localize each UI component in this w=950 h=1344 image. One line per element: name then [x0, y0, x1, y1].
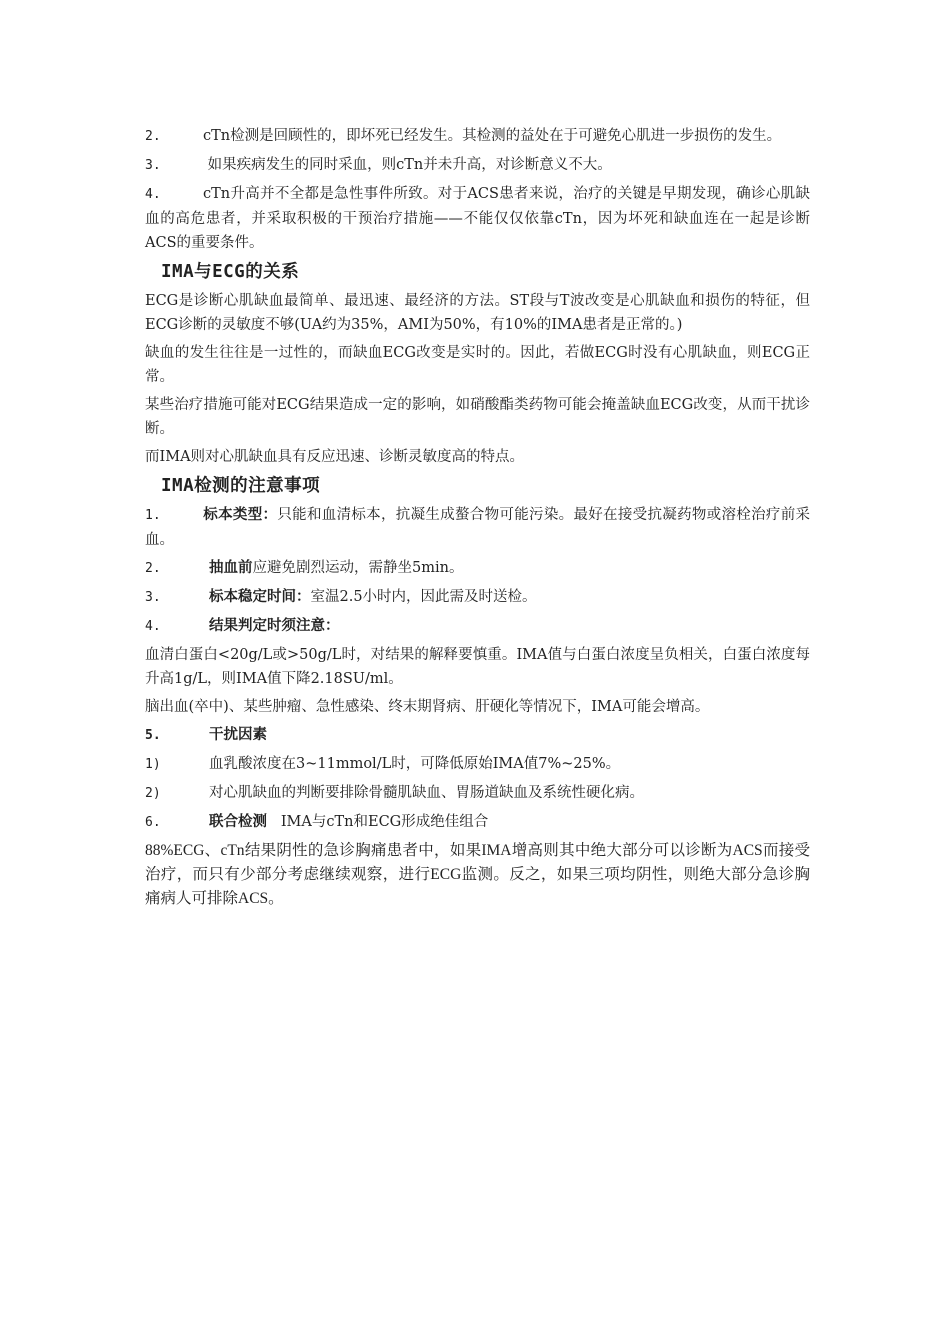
list-item	[145, 124, 810, 149]
list-number: 5.	[145, 728, 161, 743]
list-text: 只能和血清标本，抗凝生成螯合物可能污染。最好在接受抗凝药物或溶栓治疗前采血。	[145, 507, 811, 548]
list-item	[145, 723, 810, 748]
list-item	[145, 503, 810, 552]
paragraph: 某些治疗措施可能对ECG结果造成一定的影响，如硝酸酯类药物可能会掩盖缺血ECG改变，从而干扰诊断。	[145, 397, 810, 437]
paragraph: 缺血的发生往往是一过性的，而缺血ECG改变是实时的。因此，若做ECG时没有心肌缺血，则ECG正常。	[145, 345, 810, 385]
paragraph: 血清白蛋白<20g/L或>50g/L时，对结果的解释要慎重。IMA值与白蛋白浓度呈负相关，白蛋白浓度每升高1g/L，则IMA值下降2.18SU/ml。	[145, 647, 810, 687]
paragraph: 88%ECG、cTn结果阴性的急诊胸痛患者中，如果IMA增高则其中绝大部分可以诊断为ACS而接受治疗，而只有少部分考虑继续观察，进行ECG监测。反之，如果三项均阴性，则绝大部分急诊胸痛病人可排除ACS。	[145, 842, 810, 907]
list-text: 对心肌缺血的判断要排除骨髓肌缺血、胃肠道缺血及系统性硬化病。	[209, 785, 644, 801]
section-heading-ima-notes: IMA检测的注意事项	[161, 476, 321, 496]
list-number: 2.	[145, 129, 161, 144]
list-number: 6.	[145, 815, 161, 830]
paragraph: 而IMA则对心肌缺血具有反应迅速、诊断灵敏度高的特点。	[145, 449, 525, 465]
list-text: cTn升高并不全都是急性事件所致。对于ACS患者来说，治疗的关键是早期发现，确诊心肌缺血的高危患者，并采取积极的干预治疗措施——不能仅仅依靠cTn，因为坏死和缺血连在一起是诊断ACS的重要条件。	[145, 186, 810, 251]
paragraph: 脑出血(卒中)、某些肿瘤、急性感染、终末期肾病、肝硬化等情况下，IMA可能会增高。	[145, 699, 710, 715]
list-item	[145, 810, 810, 835]
list-text: 血乳酸浓度在3~11mmol/L时，可降低原始IMA值7%~25%。	[209, 756, 621, 772]
list-number: 4.	[145, 619, 161, 634]
list-label: 标本稳定时间：	[209, 588, 311, 605]
list-number: 2)	[145, 786, 161, 801]
list-item	[145, 556, 810, 581]
sub-list-item	[145, 781, 810, 806]
list-item	[145, 182, 810, 255]
list-number: 2.	[145, 561, 161, 576]
list-label: 标本类型：	[203, 506, 278, 523]
list-label: 结果判定时须注意：	[209, 617, 340, 634]
list-label: 抽血前	[209, 559, 253, 576]
section-heading-ima-ecg: IMA与ECG的关系	[161, 262, 300, 282]
list-item	[145, 614, 810, 639]
list-number: 4.	[145, 187, 161, 202]
document-page	[145, 124, 810, 915]
list-number: 1)	[145, 757, 161, 772]
list-text: 如果疾病发生的同时采血，则cTn并未升高，对诊断意义不大。	[203, 157, 612, 173]
list-text: IMA与cTn和ECG形成绝佳组合	[280, 814, 489, 830]
sub-list-item	[145, 752, 810, 777]
list-text: cTn检测是回顾性的，即坏死已经发生。其检测的益处在于可避免心肌进一步损伤的发生。	[203, 128, 782, 144]
list-text: 室温2.5小时内，因此需及时送检。	[310, 589, 537, 605]
list-item	[145, 585, 810, 610]
list-label: 干扰因素	[209, 726, 267, 743]
list-item	[145, 153, 810, 178]
list-label: 联合检测	[209, 813, 267, 830]
list-number: 1.	[145, 508, 161, 523]
list-text: 应避免剧烈运动，需静坐5min。	[252, 560, 464, 576]
list-number: 3.	[145, 590, 161, 605]
list-number: 3.	[145, 158, 161, 173]
paragraph: ECG是诊断心肌缺血最简单、最迅速、最经济的方法。ST段与T波改变是心肌缺血和损伤的特征，但ECG诊断的灵敏度不够(UA约为35%，AMI为50%，有10%的IMA患者是正常的。)	[145, 293, 810, 333]
